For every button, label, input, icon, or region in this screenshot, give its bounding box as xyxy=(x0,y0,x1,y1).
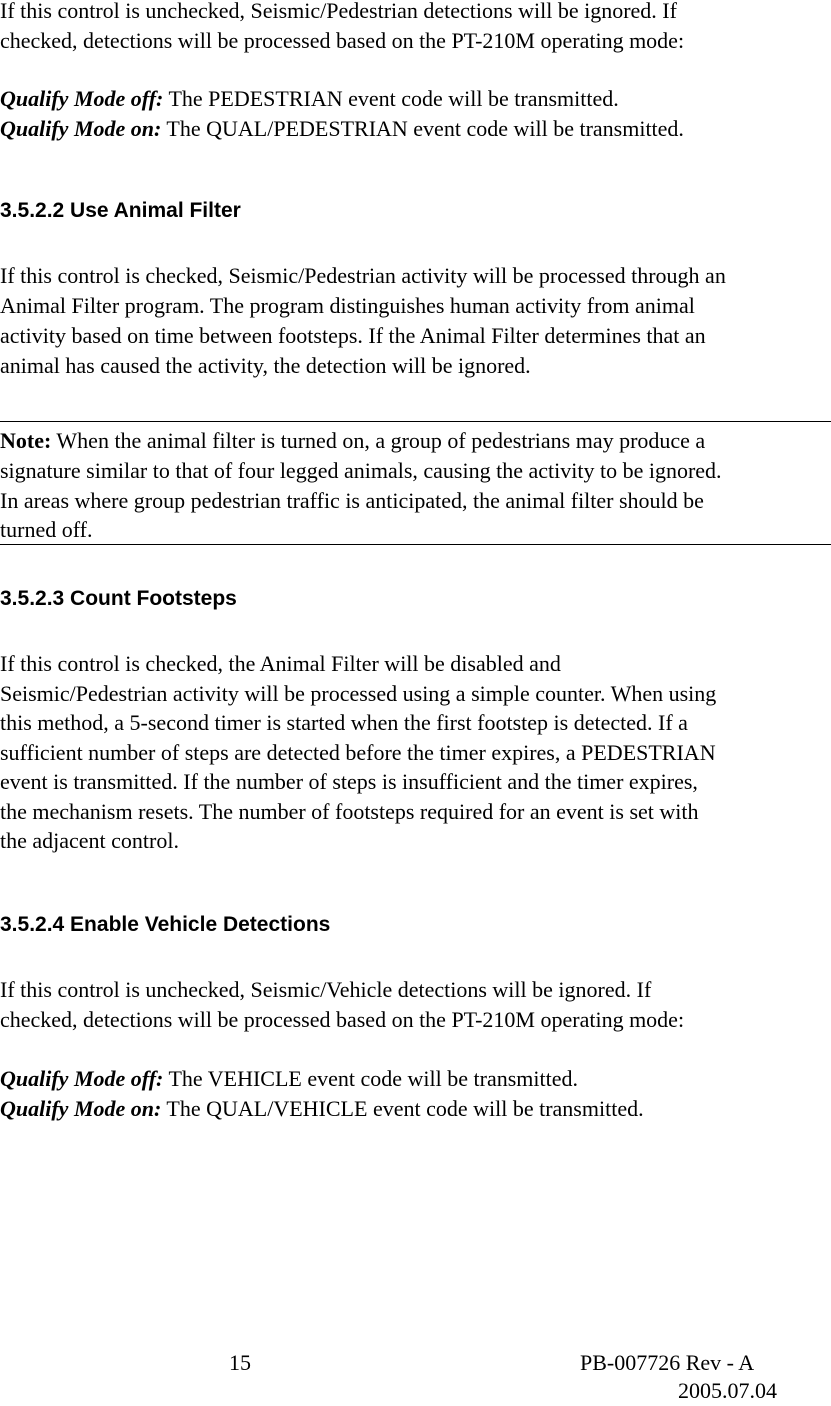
note-label: Note: xyxy=(0,428,52,453)
section-heading: 3.5.2.3 Count Footsteps xyxy=(0,587,237,610)
note-first-line xyxy=(0,426,705,456)
intro-line: checked, detections will be processed based on the PT-210M operating mode: xyxy=(0,28,685,53)
intro-mode-on xyxy=(0,114,684,144)
paragraph-line: If this control is checked, Seismic/Pedestrian activity will be processed through an xyxy=(0,263,726,288)
note-bottom-rule xyxy=(0,544,831,545)
paragraph-line: animal has caused the activity, the detection will be ignored. xyxy=(0,353,531,378)
mode-off-text: The PEDESTRIAN event code will be transmitted. xyxy=(163,86,619,111)
mode-on-text: The QUAL/VEHICLE event code will be transmitted. xyxy=(161,1096,644,1121)
paragraph-line: If this control is checked, the Animal Filter will be disabled and xyxy=(0,651,561,676)
paragraph-line: event is transmitted. If the number of steps is insufficient and the timer expires, xyxy=(0,769,698,794)
document-date: 2005.07.04 xyxy=(678,1378,777,1403)
paragraph-line: If this control is unchecked, Seismic/Vehicle detections will be ignored. If xyxy=(0,977,652,1002)
paragraph-line: Animal Filter program. The program distinguishes human activity from animal xyxy=(0,293,695,318)
paragraph-line: checked, detections will be processed based on the PT-210M operating mode: xyxy=(0,1007,685,1032)
paragraph-line: the adjacent control. xyxy=(0,828,179,853)
mode-on-label: Qualify Mode on: xyxy=(0,116,162,141)
mode-off-label: Qualify Mode off: xyxy=(0,86,164,111)
paragraph-line: the mechanism resets. The number of footsteps required for an event is set with xyxy=(0,799,699,824)
mode-off-text: The VEHICLE event code will be transmitted. xyxy=(163,1066,578,1091)
paragraph-line: Seismic/Pedestrian activity will be processed using a simple counter. When using xyxy=(0,681,717,706)
page-number: 15 xyxy=(229,1350,251,1375)
note-top-rule xyxy=(0,421,831,422)
mode-on-label: Qualify Mode on: xyxy=(0,1096,162,1121)
paragraph-line: activity based on time between footsteps. If the Animal Filter determines that an xyxy=(0,323,706,348)
note-line: In areas where group pedestrian traffic is anticipated, the animal filter should be xyxy=(0,488,704,513)
mode-off-label: Qualify Mode off: xyxy=(0,1066,164,1091)
vehicle-mode-off xyxy=(0,1064,578,1094)
section-heading: 3.5.2.4 Enable Vehicle Detections xyxy=(0,913,331,936)
paragraph-line: this method, a 5-second timer is started when the first footstep is detected. If a xyxy=(0,710,688,735)
note-text: When the animal filter is turned on, a group of pedestrians may produce a xyxy=(51,428,706,453)
intro-mode-off xyxy=(0,84,619,114)
vehicle-mode-on xyxy=(0,1094,644,1124)
note-line: signature similar to that of four legged animals, causing the activity to be ignored. xyxy=(0,458,722,483)
note-line: turned off. xyxy=(0,517,93,542)
mode-on-text: The QUAL/PEDESTRIAN event code will be transmitted. xyxy=(161,116,684,141)
intro-line: If this control is unchecked, Seismic/Pedestrian detections will be ignored. If xyxy=(0,0,677,23)
section-heading: 3.5.2.2 Use Animal Filter xyxy=(0,199,241,222)
document-id: PB-007726 Rev - A xyxy=(580,1350,755,1375)
paragraph-line: sufficient number of steps are detected before the timer expires, a PEDESTRIAN xyxy=(0,740,716,765)
